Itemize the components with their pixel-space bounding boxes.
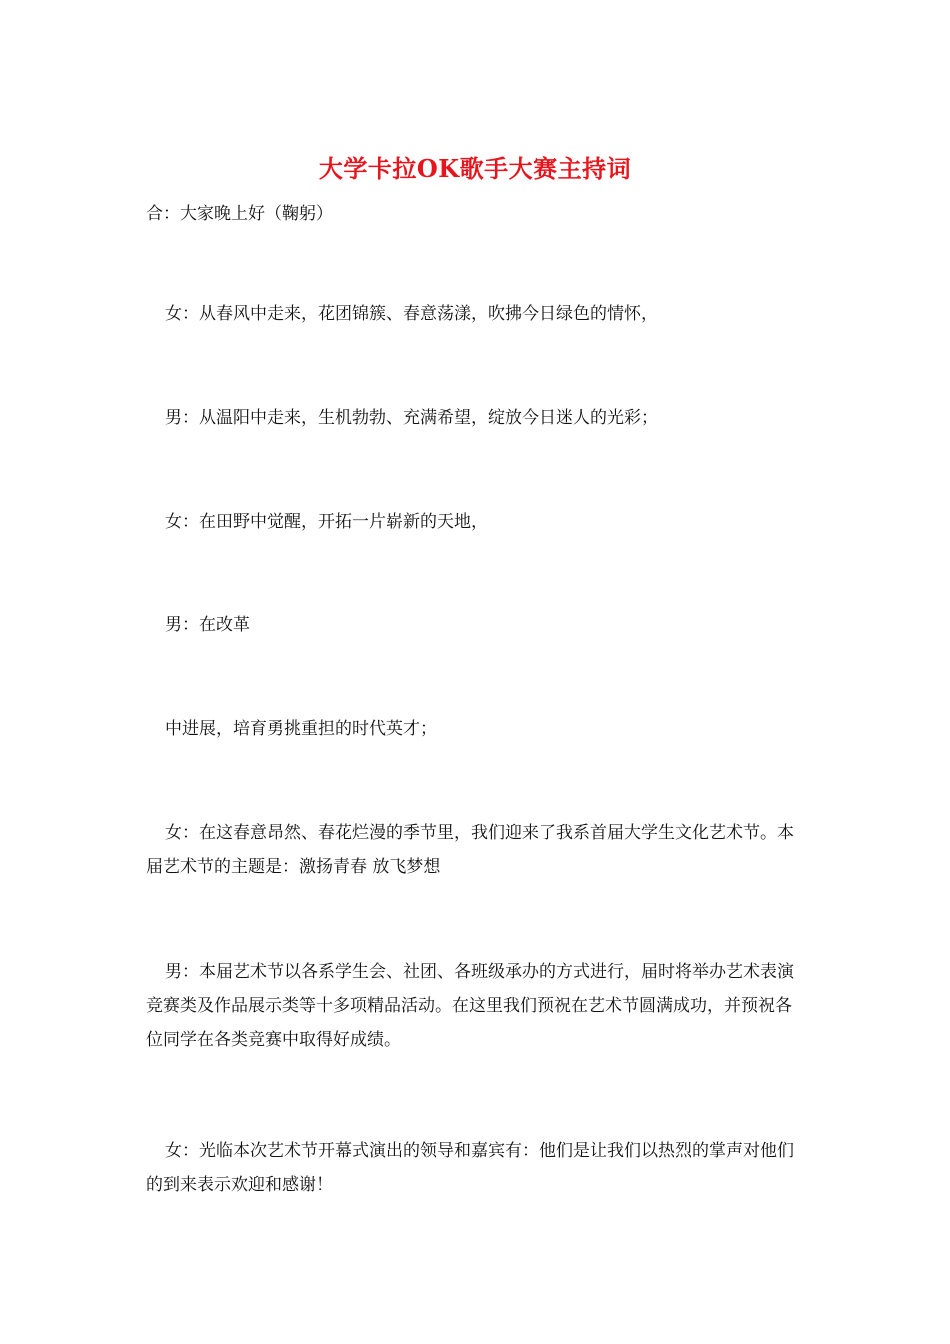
paragraph-greeting: 合：大家晚上好（鞠躬） [146, 204, 333, 224]
paragraph-female-2: 女：在田野中觉醒，开拓一片崭新的天地， [165, 512, 488, 532]
paragraph-female-1: 女：从春风中走来，花团锦簇、春意荡漾，吹拂今日绿色的情怀， [165, 304, 658, 324]
paragraph-female-3: 女：在这春意昂然、春花烂漫的季节里，我们迎来了我系首届大学生文化艺术节。本届艺术节的主题是：激扬青春 放飞梦想 [146, 823, 794, 877]
document-title: 大学卡拉OK歌手大赛主持词 [318, 154, 632, 183]
paragraph-male-2: 男：在改革 [165, 615, 250, 635]
paragraph-female-4: 女：光临本次艺术节开幕式演出的领导和嘉宾有：他们是让我们以热烈的掌声对他们的到来表示欢迎和感谢！ [146, 1141, 794, 1195]
paragraph-continuation: 中进展，培育勇挑重担的时代英才； [165, 719, 437, 739]
paragraph-male-3: 男：本届艺术节以各系学生会、社团、各班级承办的方式进行，届时将举办艺术表演竞赛类及作品展示类等十多项精品活动。在这里我们预祝在艺术节圆满成功，并预祝各位同学在各类竞赛中取得好成绩。 [146, 962, 794, 1050]
paragraph-male-1: 男：从温阳中走来，生机勃勃、充满希望，绽放今日迷人的光彩； [165, 408, 658, 428]
